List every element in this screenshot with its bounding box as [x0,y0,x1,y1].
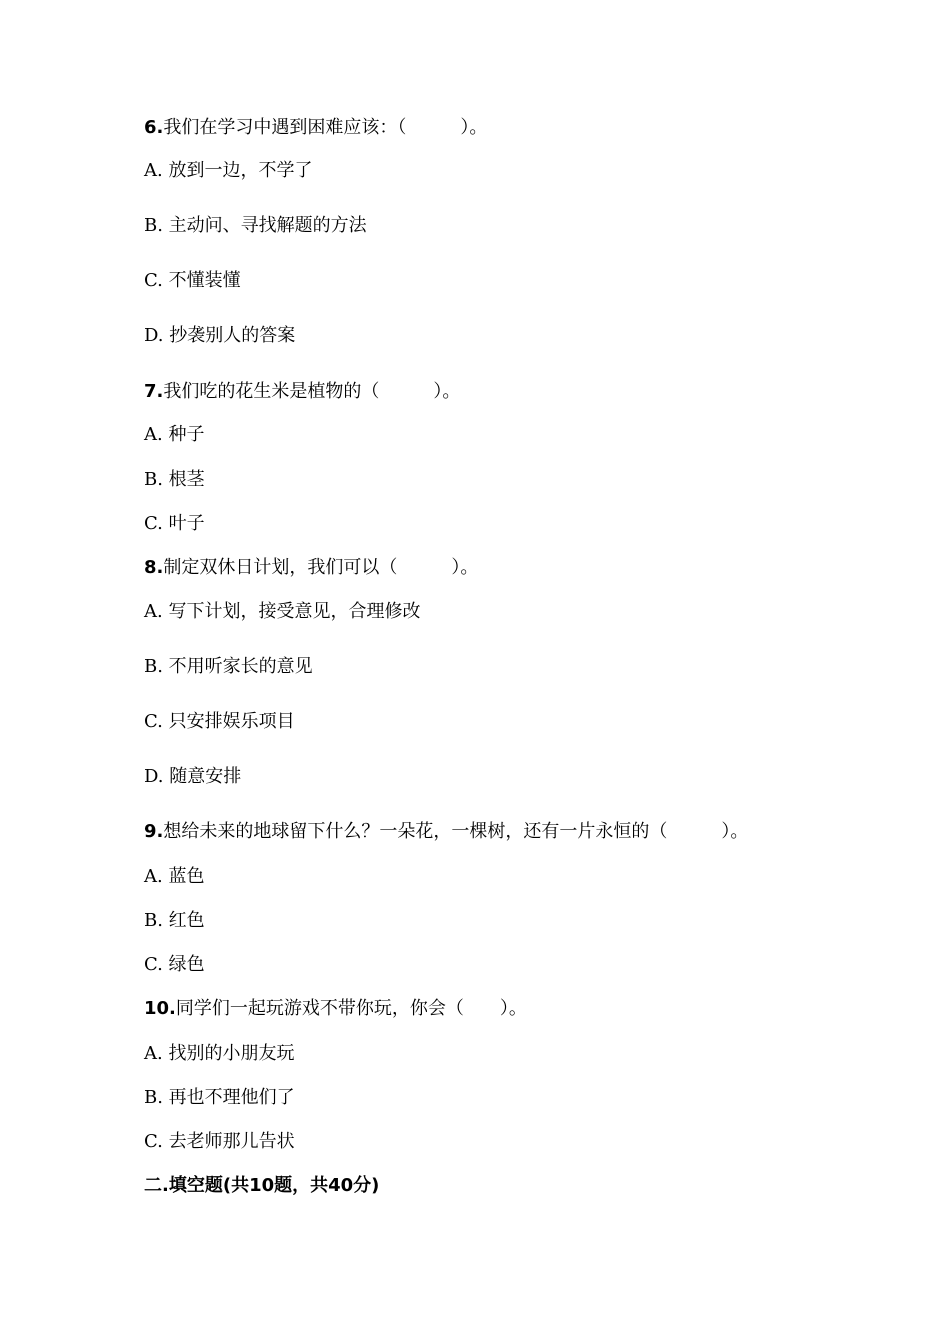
option-8c: C. 只安排娱乐项目 [144,711,295,732]
option-9a: A. 蓝色 [144,866,205,887]
question-number: 10. [144,998,176,1019]
option-6b: B. 主动问、寻找解题的方法 [144,215,367,236]
question-6 [144,116,487,140]
question-text: 制定双休日计划，我们可以（ ）。 [163,557,479,578]
option-9c: C. 绿色 [144,954,205,975]
question-number: 8. [144,557,164,578]
question-text: 同学们一起玩游戏不带你玩，你会（ ）。 [175,998,527,1019]
question-9 [144,820,748,844]
option-6c: C. 不懂装懂 [144,270,241,291]
option-7b: B. 根茎 [144,469,205,490]
option-8d: D. 随意安排 [144,766,242,787]
option-10b: B. 再也不理他们了 [144,1087,295,1108]
option-6d: D. 抄袭别人的答案 [144,325,296,346]
question-text: 我们在学习中遇到困难应该：（ ）。 [163,117,488,138]
option-9b: B. 红色 [144,910,205,931]
option-10c: C. 去老师那儿告状 [144,1131,295,1152]
option-8b: B. 不用听家长的意见 [144,656,313,677]
question-8 [144,556,478,580]
question-text: 我们吃的花生米是植物的（ ）。 [163,381,461,402]
option-7a: A. 种子 [144,424,205,445]
option-10a: A. 找别的小朋友玩 [144,1043,295,1064]
question-7 [144,380,460,404]
option-7c: C. 叶子 [144,513,205,534]
question-number: 7. [144,381,164,402]
section-heading: 二.填空题(共10题，共40分) [144,1175,380,1196]
question-text: 想给未来的地球留下什么？一朵花，一棵树，还有一片永恒的（ ）。 [163,821,749,842]
option-8a: A. 写下计划，接受意见，合理修改 [144,601,421,622]
option-6a: A. 放到一边，不学了 [144,160,313,181]
question-number: 6. [144,117,164,138]
question-10 [144,997,527,1021]
question-number: 9. [144,821,164,842]
